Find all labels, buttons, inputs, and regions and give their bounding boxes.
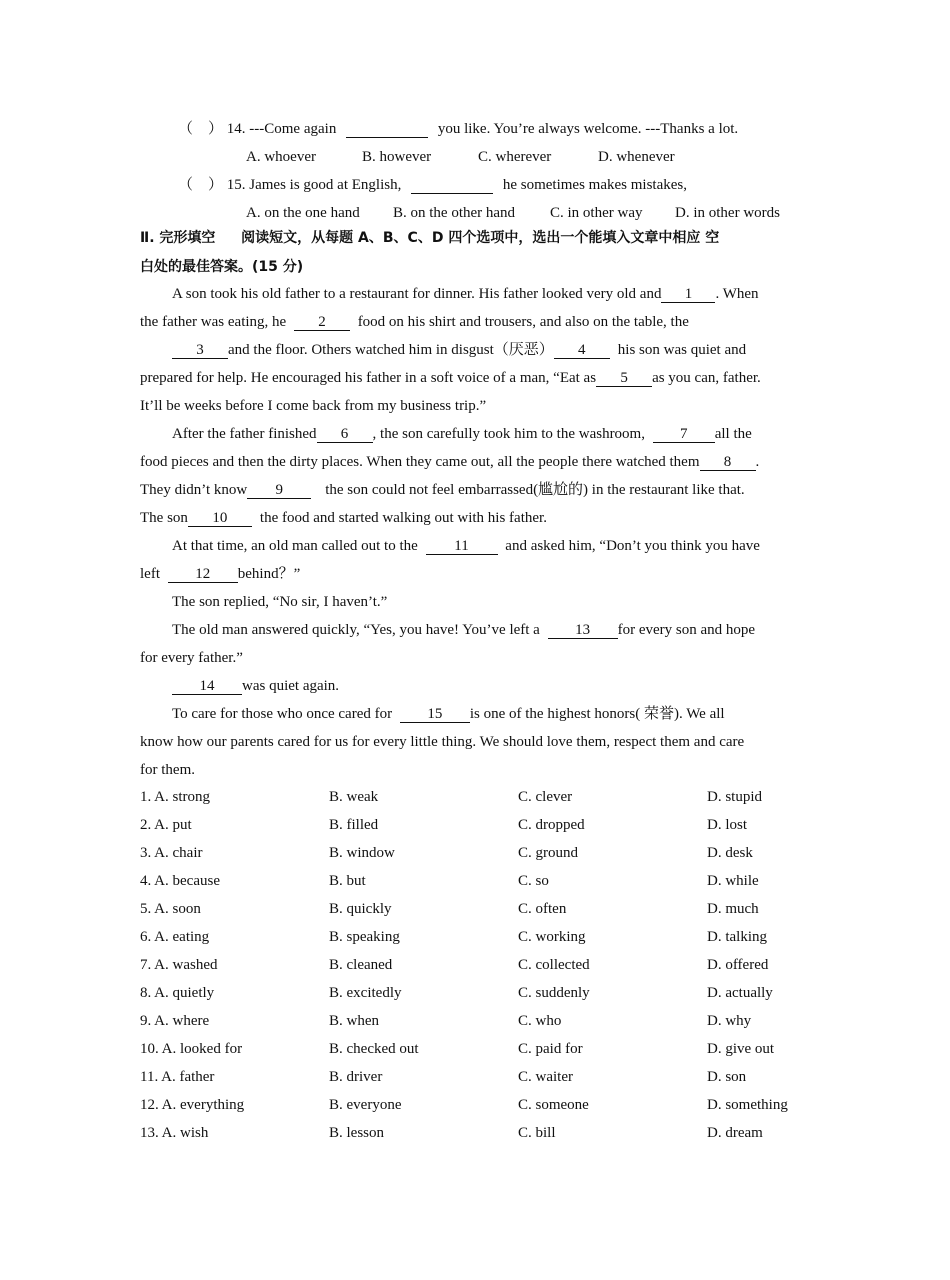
passage-line: for them. [140,762,195,778]
section-instruction-cont: 白处的最佳答案。(15 分) [140,259,304,275]
blank-4[interactable]: 4 [554,342,610,359]
choice-option-a[interactable]: 12. A. everything [140,1097,245,1113]
choice-option-a[interactable]: 10. A. looked for [140,1041,243,1057]
passage-line: It’ll be weeks before I come back from my business trip.” [140,398,487,414]
answer-paren: （ ） [178,121,224,137]
choice-option-a[interactable]: 9. A. where [140,1013,210,1029]
passage-line: for every father.” [140,650,243,666]
choice-option-b[interactable]: B. cleaned [329,957,393,973]
choice-option-c[interactable]: C. so [518,873,549,889]
choice-option-d[interactable]: D. son [707,1069,747,1085]
passage-line: prepared for help. He encouraged his father in a soft voice of a man, “Eat as 5 as you can, father. [140,370,761,386]
passage-line: The old man answered quickly, “Yes, you have! You’ve left a 13 for every son and hope [172,622,756,638]
choice-option-c[interactable]: C. collected [518,957,590,973]
blank-8[interactable]: 8 [700,454,756,471]
blank-2[interactable]: 2 [294,314,350,331]
choice-option-c[interactable]: C. waiter [518,1069,573,1085]
choice-option-d[interactable]: D. much [707,901,759,917]
choice-option-d[interactable]: D. lost [707,817,748,833]
answer-blank[interactable] [346,121,428,138]
choice-option-b[interactable]: B. filled [329,817,379,833]
option-b: B. however [362,149,432,165]
choice-option-c[interactable]: C. paid for [518,1041,583,1057]
choice-option-a[interactable]: 5. A. soon [140,901,201,917]
passage-line: 14 was quiet again. [172,676,339,696]
option-a: A. whoever [246,149,316,165]
blank-15[interactable]: 15 [400,706,470,723]
answer-paren: （ ） [178,177,224,193]
passage-line: know how our parents cared for us for every little thing. We should love them, respect them and care [140,734,745,750]
choice-option-c[interactable]: C. bill [518,1125,556,1141]
blank-9[interactable]: 9 [247,482,311,499]
passage-line: 3 and the floor. Others watched him in disgust（厌恶） 4 his son was quiet and [172,340,746,360]
blank-10[interactable]: 10 [188,510,252,527]
choice-option-a[interactable]: 6. A. eating [140,929,210,945]
question-stem: you like. You’re always welcome. ---Thanks a lot. [437,121,739,137]
choice-option-b[interactable]: B. excitedly [329,985,402,1001]
passage-line: food pieces and then the dirty places. When they came out, all the people there watched them 8 . [140,454,760,470]
question-stem: 15. James is good at English, [226,177,402,193]
choice-option-c[interactable]: C. clever [518,789,573,805]
blank-11[interactable]: 11 [426,538,498,555]
question-stem: 14. ---Come again [226,121,337,137]
choice-option-b[interactable]: B. checked out [329,1041,419,1057]
choice-option-d[interactable]: D. offered [707,957,769,973]
choice-option-a[interactable]: 11. A. father [140,1069,215,1085]
blank-12[interactable]: 12 [168,566,238,583]
answer-blank[interactable] [411,177,493,194]
choice-option-d[interactable]: D. stupid [707,789,763,805]
choice-option-d[interactable]: D. desk [707,845,753,861]
option-a: A. on the one hand [246,205,360,221]
passage-line: At that time, an old man called out to the 11 and asked him, “Don’t you think you have [172,538,760,554]
choice-option-d[interactable]: D. why [707,1013,752,1029]
section-title: Ⅱ. 完形填空 [140,230,216,246]
choice-option-b[interactable]: B. when [329,1013,379,1029]
blank-6[interactable]: 6 [317,426,373,443]
choice-option-d[interactable]: D. dream [707,1125,763,1141]
choice-option-c[interactable]: C. who [518,1013,562,1029]
choice-option-b[interactable]: B. driver [329,1069,383,1085]
option-c: C. in other way [550,205,643,221]
passage-line: The son 10 the food and started walking out with his father. [140,510,547,526]
choice-option-b[interactable]: B. lesson [329,1125,385,1141]
option-d: D. whenever [598,149,675,165]
section-heading [140,228,719,248]
choice-option-c[interactable]: C. working [518,929,586,945]
choice-option-c[interactable]: C. someone [518,1097,589,1113]
choice-option-a[interactable]: 2. A. put [140,817,192,833]
choice-option-c[interactable]: C. ground [518,845,578,861]
choice-option-b[interactable]: B. weak [329,789,379,805]
choice-option-c[interactable]: C. often [518,901,567,917]
passage-line: The son replied, “No sir, I haven’t.” [172,594,388,610]
choice-option-a[interactable]: 8. A. quietly [140,985,215,1001]
choice-option-a[interactable]: 1. A. strong [140,789,211,805]
blank-1[interactable]: 1 [661,286,715,303]
choice-option-d[interactable]: D. talking [707,929,767,945]
passage-line: To care for those who once cared for 15 is one of the highest honors( 荣誉). We all [172,706,725,722]
choice-option-a[interactable]: 13. A. wish [140,1125,209,1141]
choice-option-b[interactable]: B. everyone [329,1097,402,1113]
blank-7[interactable]: 7 [653,426,715,443]
passage-line: A son took his old father to a restaurant for dinner. His father looked very old and 1 . When [172,286,759,302]
blank-3[interactable]: 3 [172,342,228,359]
choice-option-b[interactable]: B. quickly [329,901,392,917]
choice-option-b[interactable]: B. window [329,845,395,861]
choice-option-c[interactable]: C. dropped [518,817,585,833]
choice-option-d[interactable]: D. give out [707,1041,775,1057]
section-instruction: 阅读短文，从每题 A、B、C、D 四个选项中，选出一个能填入文章中相应 空 [241,230,720,246]
choice-option-d[interactable]: D. something [707,1097,788,1113]
choice-option-d[interactable]: D. while [707,873,759,889]
blank-13[interactable]: 13 [548,622,618,639]
passage-line: left 12 behind？” [140,566,301,582]
question-stem: he sometimes makes mistakes, [502,177,687,193]
choice-option-a[interactable]: 7. A. washed [140,957,218,973]
passage-line: They didn’t know 9 the son could not feel embarrassed(尴尬的) in the restaurant like that. [140,482,745,498]
option-d: D. in other words [675,205,780,221]
passage-line: the father was eating, he 2 food on his shirt and trousers, and also on the table, the [140,314,689,330]
choice-option-a[interactable]: 3. A. chair [140,845,203,861]
choice-option-d[interactable]: D. actually [707,985,773,1001]
option-b: B. on the other hand [393,205,516,221]
blank-5[interactable]: 5 [596,370,652,387]
choice-option-c[interactable]: C. suddenly [518,985,590,1001]
choice-option-a[interactable]: 4. A. because [140,873,220,889]
question-14 [178,119,738,139]
option-c: C. wherever [478,149,552,165]
blank-14[interactable]: 14 [172,678,242,695]
choice-option-b[interactable]: B. speaking [329,929,400,945]
passage-line: After the father finished 6 , the son carefully took him to the washroom, 7 all the [172,426,752,442]
choice-option-b[interactable]: B. but [329,873,366,889]
question-15 [178,175,687,195]
